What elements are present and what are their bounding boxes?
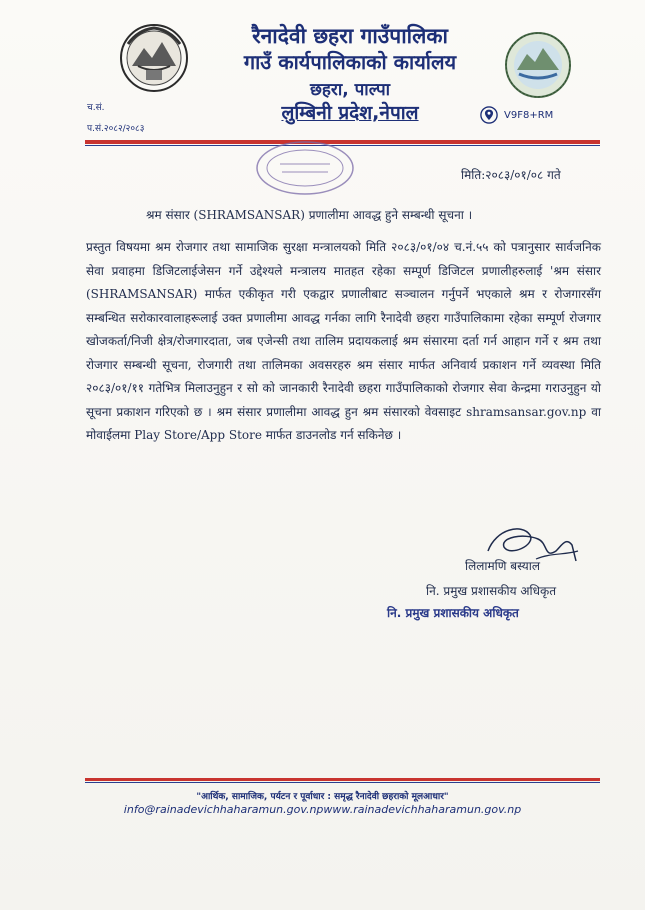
dispatch-number-label: च.सं. [87,103,105,113]
location-pin-icon [480,106,498,124]
letter-subject: श्रम संसार (SHRAMSANSAR) प्रणालीमा आवद्ध हुने सम्बन्धी सूचना । [146,208,473,222]
letter-reference-number: प.सं.२०८२/२०८३ [87,124,145,134]
municipality-name: रैनादेवी छहरा गाउँपालिका [252,24,448,48]
municipality-logo-icon [503,30,573,100]
letter-date: मिति:२०८३/०१/०८ गते [461,168,561,182]
footer-slogan: "आर्थिक, सामाजिक, पर्यटन र पूर्वाधार : समृद्ध रैनादेवी छहराको मूलआधार" [196,792,449,802]
signatory-name: लिलामणि बस्याल [465,559,540,573]
footer-divider [85,778,600,781]
nepal-emblem-icon [118,22,190,94]
plus-code [480,106,553,124]
province-name: लुम्बिनी प्रदेश,नेपाल [281,102,419,124]
footer-divider-thin [85,782,600,783]
office-name: गाउँ कार्यपालिकाको कार्यालय [243,50,457,74]
office-location: छहरा, पाल्पा [309,80,391,100]
letter-body: प्रस्तुत विषयमा श्रम रोजगार तथा सामाजिक सुरक्षा मन्त्रालयको मिति २०८३/०१/०४ च.नं.५५ को पत्रानुसार सार्वजनिक सेवा प्रवाहमा डिजिटलाईजेसन गर्ने उद्देश्यले मन्त्रालय मातहत रहेका सम्पूर्ण डिजिटल प्रणालीहरुलाई 'श्रम संसार (SHRAMSANSAR) मार्फत एकीकृत गरी एकद्वार प्रणालीबाट सञ्चालन गर्नुपर्ने भएकाले श्रम र रोजगारसँग सम्बन्धित सरोकारवालाहरूलाई उक्त प्रणालीमा आवद्ध गर्नका लागि रैनादेवी छहरा गाउँपालिकामा रहेका सम्पूर्ण रोजगार खोजकर्ता/निजी क्षेत्र/रोजगारदाता, जब एजेन्सी तथा तालिम प्रदायकलाई श्रम संसारमा दर्ता गर्न आहान गर्ने र श्रम तथा रोजगार सम्बन्धी सूचना, रोजगारी तथा तालिमका अवसरहरु श्रम संसार मार्फत अनिवार्य प्रकाशन गर्ने व्यवस्था मिति २०८३/०१/११ गतेभित्र मिलाउनुहुन र सो को जानकारी रैनादेवी छहरा गाउँपालिकाको रोजगार सेवा केन्द्रमा गराउनुहुन यो सूचना प्रकाशन गरिएको छ । श्रम संसार प्रणालीमा आवद्ध हुन श्रम संसारको वेवसाइट shramsansar.gov.np वा मोवाईलमा Play Store/App Store मार्फत डाउनलोड गर्न सकिनेछ । [86,240,601,442]
office-stamp-icon [250,138,360,202]
footer-contact: info@rainadevichhaharamun.gov.npwww.rainadevichhaharamun.gov.np [123,803,522,816]
signatory-stamp-title: नि. प्रमुख प्रशासकीय अधिकृत [387,606,519,620]
signatory-title: नि. प्रमुख प्रशासकीय अधिकृत [426,584,557,598]
plus-code-text: V9F8+RM [504,109,554,121]
